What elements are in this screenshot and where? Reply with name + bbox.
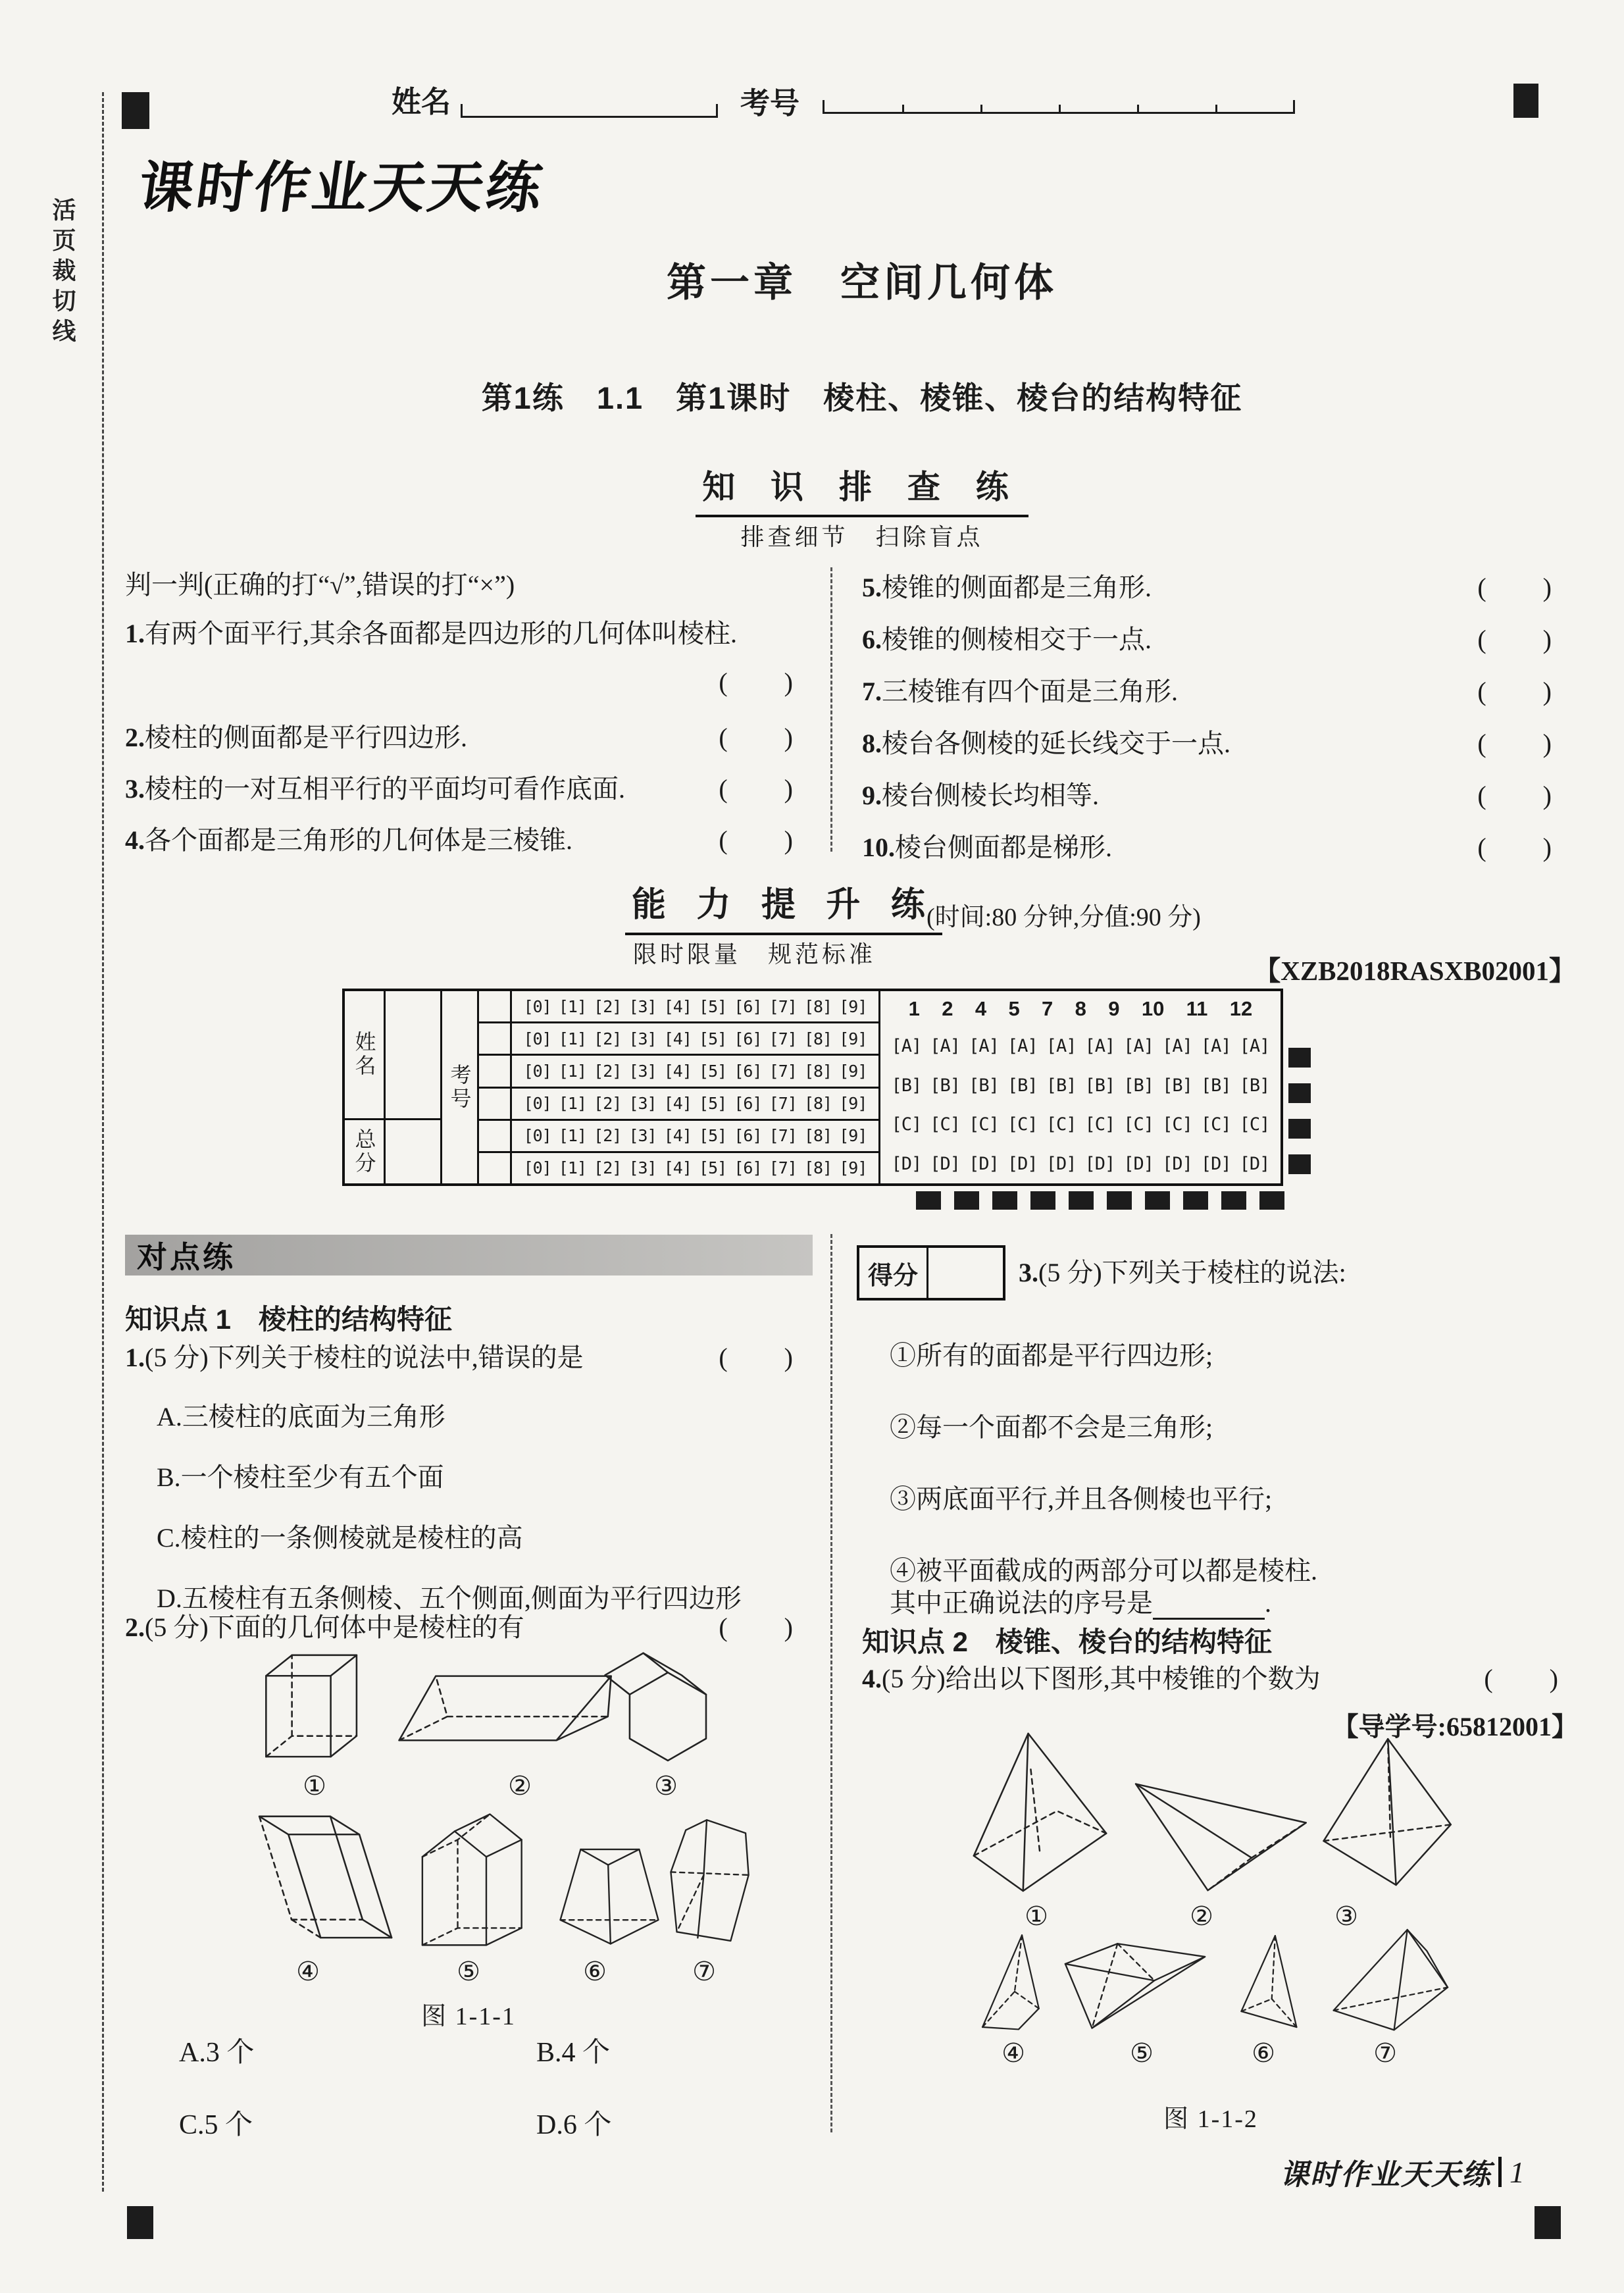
option-bubble[interactable]: [B] [1007, 1075, 1038, 1096]
digit-bubble[interactable]: [6] [734, 1158, 762, 1178]
figure-label: ⑦ [1373, 2038, 1397, 2068]
digit-bubble[interactable]: [1] [558, 1061, 587, 1081]
ability-time-note: (时间:80 分钟,分值:90 分) [926, 904, 1201, 931]
option-bubble[interactable]: [C] [1200, 1114, 1231, 1135]
answer-sheet-write-column[interactable] [386, 991, 442, 1183]
sheet-timing-mark-row [916, 1191, 1284, 1210]
digit-bubble[interactable]: [2] [594, 1061, 622, 1081]
question-number: 9 [1108, 997, 1120, 1020]
figure-tall-pyramid [962, 1731, 1120, 1894]
option-bubble[interactable]: [D] [1123, 1153, 1154, 1174]
fill-in-blank[interactable] [1153, 1591, 1265, 1620]
option-bubble[interactable]: [A] [969, 1036, 999, 1057]
knowledge-point-1: 知识点 1 棱柱的结构特征 [125, 1304, 453, 1335]
figure-label: ② [1190, 1901, 1213, 1931]
registration-mark-bottom-right [1535, 2206, 1561, 2239]
score-value-cell[interactable] [928, 1248, 1003, 1298]
digit-bubble[interactable]: [9] [839, 1126, 867, 1146]
figure-label: ② [508, 1771, 532, 1801]
digit-bubble[interactable]: [5] [699, 1126, 727, 1146]
digit-bubble[interactable]: [3] [628, 1061, 657, 1081]
question-number: 7 [1042, 997, 1053, 1020]
question-row: 4.各个面都是三角形的几何体是三棱锥. ( ) [125, 825, 794, 855]
ruler-tick [1059, 105, 1061, 112]
sheet-timing-mark [1288, 1154, 1311, 1174]
answer-bracket[interactable]: ( ) [1477, 833, 1553, 862]
option-item[interactable]: B.一个棱柱至少有五个面 [157, 1462, 444, 1492]
judge-instruction: 判一判(正确的打“√”,错误的打“×”) [125, 570, 515, 600]
figure-composite-polyhedron [658, 1815, 755, 1947]
option-bubble[interactable]: [A] [1123, 1036, 1154, 1057]
sheet-timing-mark [1288, 1048, 1311, 1068]
option-bubble[interactable]: [A] [1239, 1036, 1270, 1057]
answer-sheet-name-label: 姓名 [352, 1031, 376, 1079]
option-bubble[interactable]: [B] [1239, 1075, 1270, 1096]
digit-bubble[interactable]: [2] [594, 1126, 622, 1146]
digit-bubble[interactable]: [7] [769, 1094, 797, 1114]
exam-no-input-ruler[interactable] [823, 100, 1295, 114]
option-bubble[interactable]: [A] [1046, 1036, 1077, 1057]
figure-label: ⑥ [1252, 2038, 1275, 2068]
digit-bubble-row [512, 1023, 878, 1056]
answer-bracket[interactable]: ( ) [719, 667, 794, 697]
question-number: 4 [975, 997, 987, 1020]
figure-triangular-pyramid [1317, 1735, 1462, 1893]
truefalse-right-column [862, 573, 1579, 885]
digit-bubble[interactable]: [3] [628, 996, 657, 1016]
option-bubble[interactable]: [C] [1162, 1114, 1192, 1135]
option-item[interactable]: C.棱柱的一条侧棱就是棱柱的高 [157, 1523, 523, 1553]
figure-caption-1-1-1: 图 1-1-1 [421, 2003, 516, 2030]
question-row: 6.棱锥的侧棱相交于一点. ( ) [862, 625, 1553, 654]
option-bubble-row-C [880, 1105, 1281, 1145]
option-bubble[interactable]: [B] [891, 1075, 922, 1096]
digit-bubble[interactable]: [2] [594, 1158, 622, 1178]
digit-bubble[interactable]: [3] [628, 1158, 657, 1178]
answer-bracket[interactable]: ( ) [1477, 625, 1553, 654]
option-item[interactable]: B.4 个 [536, 2038, 611, 2068]
question-number: 2 [942, 997, 953, 1020]
figure-lying-tetrahedron [1127, 1765, 1314, 1894]
answer-bracket[interactable]: ( ) [719, 723, 794, 752]
section-knowledge-title: 知 识 排 查 练 [696, 461, 1028, 517]
option-bubble[interactable]: [D] [891, 1153, 922, 1174]
sidebar-cut-label: 活页裁切线 [49, 197, 76, 349]
question-3-fill-line: 其中正确说法的序号是 . [890, 1582, 1271, 1620]
digit-bubble[interactable]: [7] [769, 996, 797, 1016]
option-bubble-row-B [880, 1066, 1281, 1106]
answer-bracket[interactable]: ( ) [1477, 573, 1553, 602]
digit-bubble[interactable]: [1] [558, 1029, 587, 1048]
figure-label: ③ [1334, 1901, 1358, 1931]
answer-bracket[interactable]: ( ) [1484, 1664, 1560, 1693]
option-bubble[interactable]: [C] [1007, 1114, 1038, 1135]
lesson-title: 第1练 1.1 第1课时 棱柱、棱锥、棱台的结构特征 [481, 380, 1243, 415]
figure-cuboid [253, 1649, 378, 1762]
footer-page-number: 1 [1510, 2155, 1525, 2189]
figure-label: ③ [654, 1771, 678, 1801]
option-item[interactable]: C.5 个 [179, 2110, 253, 2140]
digit-bubble-row [512, 1121, 878, 1153]
question-number: 10 [1141, 997, 1165, 1020]
page-footer [1280, 2151, 1525, 2193]
digit-bubble[interactable]: [4] [663, 1061, 692, 1081]
digit-bubble[interactable]: [2] [594, 1029, 622, 1048]
digit-bubble[interactable]: [0] [523, 1061, 551, 1081]
digit-bubble[interactable]: [8] [803, 1061, 832, 1081]
digit-bubble[interactable]: [3] [628, 1094, 657, 1114]
figure-label: ④ [1002, 2038, 1025, 2068]
workbook-brand-title: 课时作业天天练 [134, 157, 549, 219]
ruler-tick [902, 105, 904, 112]
digit-bubble[interactable]: [5] [699, 996, 727, 1016]
section-ability-title: 能 力 提 升 练 [625, 877, 942, 935]
digit-bubble[interactable]: [7] [769, 1126, 797, 1146]
digit-bubble[interactable]: [1] [558, 1094, 587, 1114]
knowledge-point-2: 知识点 2 棱锥、棱台的结构特征 [862, 1626, 1273, 1657]
option-item[interactable]: D.五棱柱有五条侧棱、五个侧面,侧面为平行四边形 [157, 1584, 742, 1613]
digit-bubble-row [512, 1056, 878, 1088]
question-1: 1.(5 分)下列关于棱柱的说法中,错误的是 ( ) A.三棱柱的底面为三角形 B.一个棱柱至少有五个面 C.棱柱的一条侧棱就是棱柱的高 D.五棱柱有五条侧棱、五个侧面,侧面为平行四边形 [125, 1343, 813, 1644]
option-bubble-row-A [880, 1027, 1281, 1066]
question-row: 7.三棱锥有四个面是三角形. ( ) [862, 677, 1553, 706]
question-4: 4.(5 分)给出以下图形,其中棱锥的个数为 ( ) [862, 1664, 1560, 1693]
option-bubble[interactable]: [D] [1046, 1153, 1077, 1174]
exam-no-label: 考号 [740, 86, 800, 120]
figure-label: ① [303, 1771, 326, 1801]
digit-bubble[interactable]: [1] [558, 1126, 587, 1146]
sheet-timing-mark [1288, 1083, 1311, 1103]
option-bubble[interactable]: [B] [1046, 1075, 1077, 1096]
option-bubble[interactable]: [D] [1162, 1153, 1192, 1174]
footer-brand: 课时作业天天练 [1280, 2159, 1492, 2191]
digit-bubble[interactable]: [0] [523, 1029, 551, 1048]
digit-bubble-row [512, 1153, 878, 1183]
registration-mark-top-right [1513, 84, 1538, 118]
figure-frustum [553, 1836, 666, 1947]
question-3-items [890, 1335, 1535, 1622]
question-row: 10.棱台侧面都是梯形. ( ) [862, 833, 1553, 862]
column-divider [830, 567, 832, 852]
option-bubble[interactable]: [D] [930, 1153, 961, 1174]
digit-bubble[interactable]: [0] [523, 996, 551, 1016]
option-bubble-row-D [880, 1145, 1281, 1184]
score-box [857, 1245, 1005, 1301]
digit-bubble[interactable]: [0] [523, 1126, 551, 1146]
question-number: 12 [1229, 997, 1253, 1020]
question-row: 8.棱台各侧棱的延长线交于一点. ( ) [862, 729, 1553, 758]
digit-bubble[interactable]: [4] [663, 1126, 692, 1146]
digit-bubble-row [512, 1089, 878, 1121]
duidian-banner: 对点练 [125, 1235, 813, 1275]
figure-sharp-pyramid [1232, 1932, 1309, 2031]
option-bubble[interactable]: [C] [1123, 1114, 1154, 1135]
figure-pentagonal-prism [413, 1802, 535, 1948]
ruler-tick [1137, 105, 1139, 112]
option-bubble[interactable]: [B] [930, 1075, 961, 1096]
figure-label: ⑦ [692, 1957, 716, 1986]
digit-bubble[interactable]: [9] [839, 1094, 867, 1114]
option-item[interactable]: A.三棱柱的底面为三角形 [157, 1402, 445, 1431]
option-bubble[interactable]: [C] [930, 1114, 961, 1135]
digit-bubble-row [512, 991, 878, 1023]
option-bubble[interactable]: [A] [1162, 1036, 1192, 1057]
option-bubble[interactable]: [C] [1084, 1114, 1115, 1135]
option-bubble[interactable]: [C] [969, 1114, 999, 1135]
option-bubble[interactable]: [B] [1123, 1075, 1154, 1096]
question-row: 1.有两个面平行,其余各面都是四边形的几何体叫棱柱. [125, 619, 737, 648]
option-bubble[interactable]: [C] [891, 1114, 922, 1135]
digit-bubble[interactable]: [6] [734, 1126, 762, 1146]
figure-label: ① [1025, 1901, 1048, 1931]
digit-bubble[interactable]: [1] [558, 996, 587, 1016]
statement-item: ③两底面平行,并且各侧棱也平行; [890, 1484, 1273, 1514]
option-bubble[interactable]: [A] [1007, 1036, 1038, 1057]
truefalse-left-column [125, 570, 813, 856]
digit-bubble[interactable]: [8] [803, 996, 832, 1016]
question-row: 5.棱锥的侧面都是三角形. ( ) [862, 573, 1553, 602]
name-label: 姓名 [392, 85, 451, 118]
question-number-row [880, 991, 1281, 1027]
digit-bubble[interactable]: [7] [769, 1158, 797, 1178]
registration-mark-top-left [122, 92, 149, 129]
question-number: 8 [1075, 997, 1086, 1020]
answer-sheet-option-grid [880, 991, 1281, 1183]
option-bubble[interactable]: [B] [1162, 1075, 1192, 1096]
question-number: 11 [1186, 997, 1208, 1020]
answer-bracket[interactable]: ( ) [719, 825, 794, 855]
digit-bubble[interactable]: [6] [734, 1061, 762, 1081]
section-ability-subtitle: 限时限量 规范标准 [633, 941, 876, 967]
figure-label: ⑤ [1130, 2038, 1154, 2068]
question-1-options [125, 1402, 813, 1614]
digit-bubble[interactable]: [9] [839, 1029, 867, 1048]
option-item[interactable]: A.3 个 [179, 2038, 255, 2068]
answer-bracket[interactable]: ( ) [1477, 729, 1553, 758]
option-bubble[interactable]: [D] [1007, 1153, 1038, 1174]
question-row: 2.棱柱的侧面都是平行四边形. ( ) [125, 723, 794, 752]
digit-bubble[interactable]: [3] [628, 1126, 657, 1146]
figure-lying-triangular-prism [395, 1666, 622, 1747]
question-number: 1 [908, 997, 920, 1020]
digit-bubble[interactable]: [2] [594, 996, 622, 1016]
guide-number-ref: 【导学号:65812001】 [1332, 1712, 1578, 1741]
digit-bubble[interactable]: [9] [839, 1158, 867, 1178]
statement-item: ②每一个面都不会是三角形; [890, 1412, 1213, 1442]
answer-bracket[interactable]: ( ) [719, 1612, 794, 1642]
digit-bubble[interactable]: [0] [523, 1094, 551, 1114]
answer-sheet-examno-write-column[interactable] [479, 991, 512, 1183]
answer-sheet [342, 989, 1283, 1186]
figure-hexagonal-prism [596, 1642, 737, 1762]
digit-bubble[interactable]: [9] [839, 996, 867, 1016]
option-bubble[interactable]: [D] [969, 1153, 999, 1174]
digit-bubble[interactable]: [6] [734, 1029, 762, 1048]
digit-bubble[interactable]: [3] [628, 1029, 657, 1048]
figure-wide-pyramid [1320, 1925, 1459, 2032]
answer-sheet-label-column [345, 991, 386, 1183]
score-label: 得分 [859, 1248, 928, 1298]
option-bubble[interactable]: [A] [891, 1036, 922, 1057]
digit-bubble[interactable]: [4] [663, 1029, 692, 1048]
answer-bracket[interactable]: ( ) [1477, 781, 1553, 810]
digit-bubble[interactable]: [4] [663, 1158, 692, 1178]
digit-bubble[interactable]: [9] [839, 1061, 867, 1081]
statement-item: ④被平面截成的两部分可以都是棱柱. [890, 1556, 1317, 1585]
answer-sheet-total-label: 总分 [345, 1118, 384, 1183]
digit-bubble[interactable]: [6] [734, 996, 762, 1016]
answer-sheet-examno-label: 考号 [442, 991, 479, 1183]
option-bubble[interactable]: [A] [1200, 1036, 1231, 1057]
paper-code-ref: 【XZB2018RASXB02001】 [1254, 956, 1576, 986]
question-number: 5 [1008, 997, 1020, 1020]
question-3: 3.(5 分)下列关于棱柱的说法: [1019, 1258, 1346, 1287]
figure-inverted-pyramid [1053, 1939, 1217, 2031]
name-input-line[interactable] [461, 104, 718, 118]
question-row: 3.棱柱的一对互相平行的平面均可看作底面. ( ) [125, 774, 794, 804]
ruler-tick [980, 105, 982, 112]
digit-bubble[interactable]: [5] [699, 1061, 727, 1081]
digit-bubble[interactable]: [1] [558, 1158, 587, 1178]
registration-mark-bottom-left [127, 2206, 153, 2239]
figure-label: ⑤ [457, 1957, 480, 1986]
figure-label: ⑥ [583, 1957, 607, 1986]
answer-bracket[interactable]: ( ) [719, 1343, 794, 1372]
option-bubble[interactable]: [D] [1239, 1153, 1270, 1174]
digit-bubble[interactable]: [8] [803, 1126, 832, 1146]
digit-bubble[interactable]: [6] [734, 1094, 762, 1114]
digit-bubble[interactable]: [8] [803, 1158, 832, 1178]
answer-bracket[interactable]: ( ) [1477, 677, 1553, 706]
digit-bubble[interactable]: [5] [699, 1094, 727, 1114]
figure-label: ④ [296, 1957, 320, 1986]
digit-bubble[interactable]: [4] [663, 996, 692, 1016]
option-bubble[interactable]: [B] [969, 1075, 999, 1096]
option-bubble[interactable]: [B] [1084, 1075, 1115, 1096]
section-knowledge-subtitle: 排查细节 扫除盲点 [740, 524, 984, 550]
figure-narrow-pyramid [973, 1932, 1048, 2031]
digit-bubble[interactable]: [8] [803, 1029, 832, 1048]
cut-dashed-line [102, 92, 104, 2192]
option-bubble[interactable]: [A] [1084, 1036, 1115, 1057]
digit-bubble[interactable]: [7] [769, 1061, 797, 1081]
sheet-timing-mark [1288, 1119, 1311, 1139]
digit-bubble[interactable]: [5] [699, 1158, 727, 1178]
option-bubble[interactable]: [A] [930, 1036, 961, 1057]
figure-oblique-prism [230, 1809, 395, 1944]
footer-divider [1498, 2157, 1502, 2187]
answer-bracket[interactable]: ( ) [719, 774, 794, 804]
digit-bubble[interactable]: [0] [523, 1158, 551, 1178]
figure-caption-1-1-2: 图 1-1-2 [1163, 2105, 1258, 2133]
option-bubble[interactable]: [C] [1239, 1114, 1270, 1135]
answer-sheet-digit-grid [512, 991, 880, 1183]
digit-bubble[interactable]: [7] [769, 1029, 797, 1048]
option-bubble[interactable]: [D] [1200, 1153, 1231, 1174]
digit-bubble[interactable]: [8] [803, 1094, 832, 1114]
question-row: 9.棱台侧棱长均相等. ( ) [862, 781, 1553, 810]
option-bubble[interactable]: [B] [1200, 1075, 1231, 1096]
option-bubble[interactable]: [C] [1046, 1114, 1077, 1135]
statement-item: ①所有的面都是平行四边形; [890, 1341, 1213, 1370]
ruler-tick [1215, 105, 1217, 112]
digit-bubble[interactable]: [5] [699, 1029, 727, 1048]
chapter-title: 第一章 空间几何体 [667, 261, 1057, 305]
digit-bubble[interactable]: [4] [663, 1094, 692, 1114]
option-item[interactable]: D.6 个 [536, 2110, 612, 2140]
digit-bubble[interactable]: [2] [594, 1094, 622, 1114]
option-bubble[interactable]: [D] [1084, 1153, 1115, 1174]
column-divider [830, 1234, 832, 2132]
question-2: 2.(5 分)下面的几何体中是棱柱的有 ( ) [125, 1612, 794, 1642]
